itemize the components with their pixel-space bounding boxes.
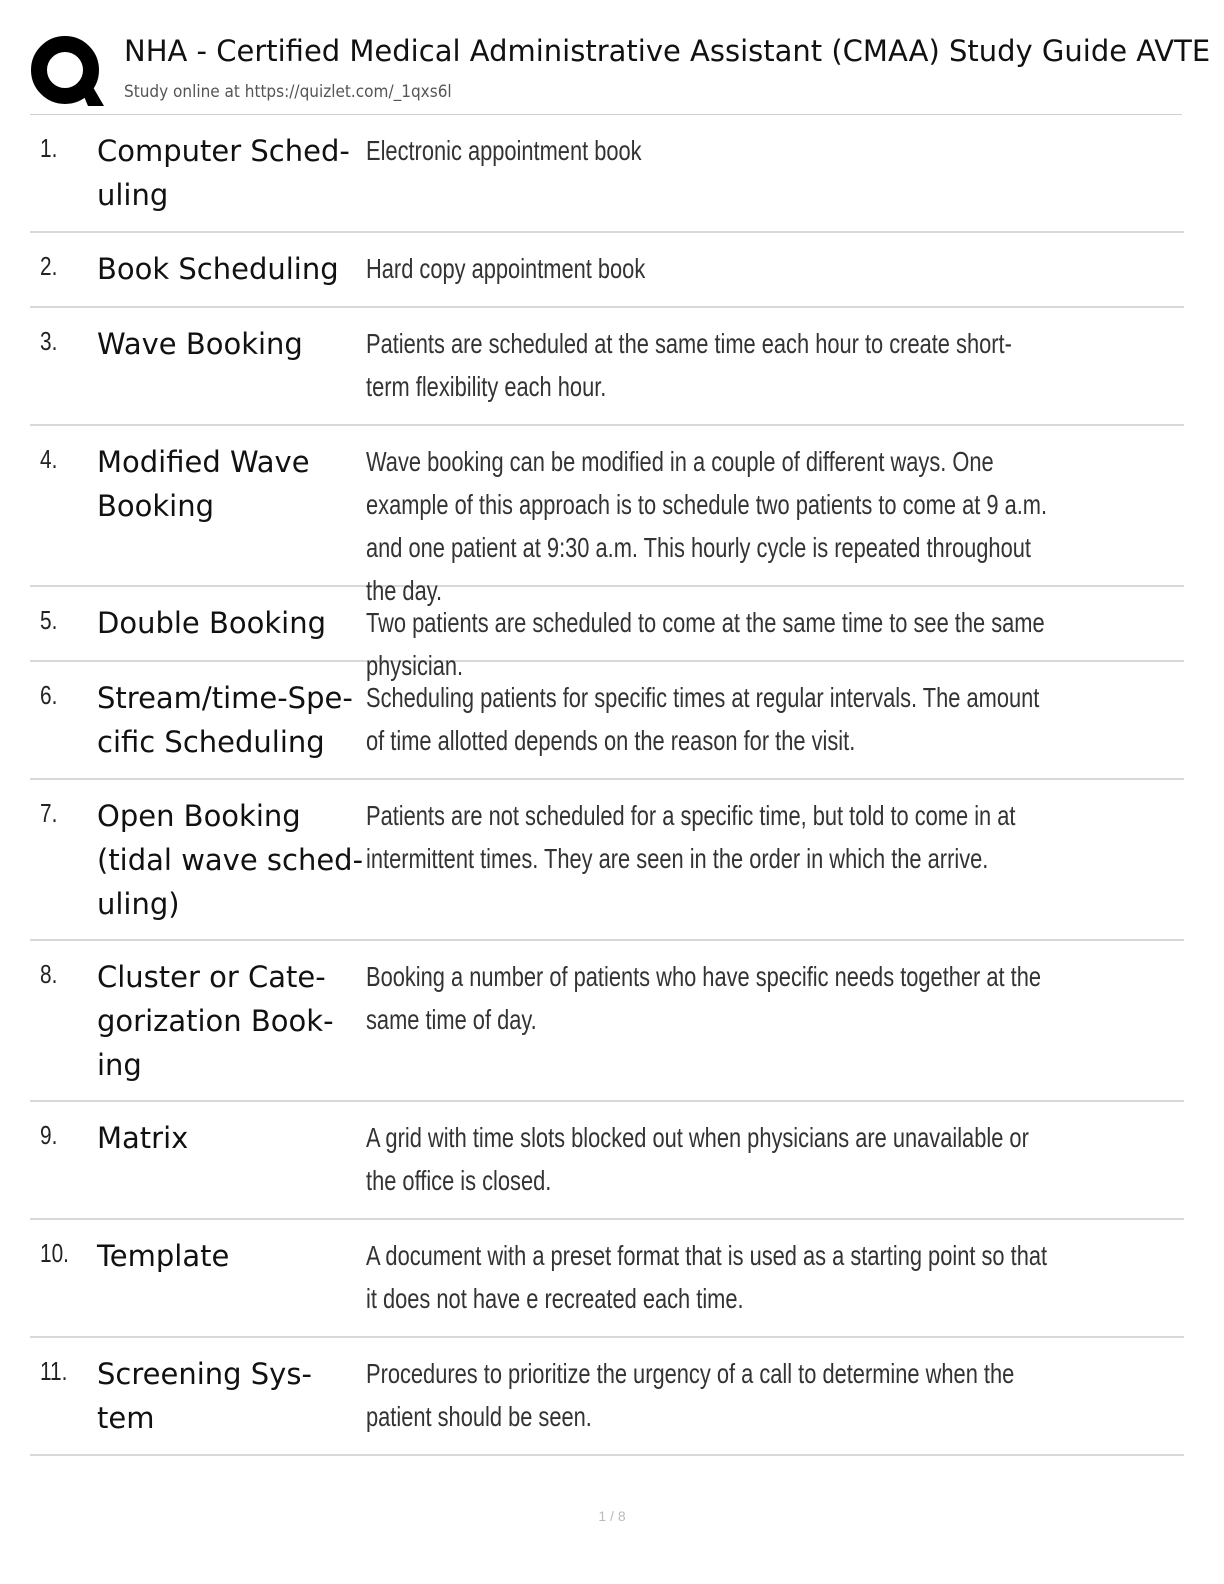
- term-row: [30, 662, 1184, 780]
- term-row: [30, 1102, 1184, 1220]
- term-number: 11.: [40, 1356, 68, 1386]
- term-title: Wave Booking: [97, 327, 303, 361]
- term-definition: Booking a number of patients who have specific needs together at the same time of day.: [366, 961, 1042, 1035]
- term-row: [30, 1220, 1184, 1338]
- term-definition: Two patients are scheduled to come at the same time to see the same physician.: [366, 607, 1045, 681]
- term-definition: A document with a preset format that is used as a starting point so that it does not have e recreated each time.: [366, 1240, 1048, 1314]
- term-row: [30, 1338, 1184, 1456]
- term-number: 5.: [40, 605, 58, 635]
- term-list: [30, 115, 1184, 1456]
- term-title: Stream/time-Spe- cific Scheduling: [97, 681, 353, 759]
- term-title: Template: [97, 1239, 230, 1273]
- term-definition: Procedures to prioritize the urgency of a call to determine when the patient should be seen.: [366, 1358, 1015, 1432]
- term-row: [30, 941, 1184, 1102]
- term-title: Cluster or Cate- gorization Book- ing: [97, 960, 334, 1082]
- document-title: NHA - Certified Medical Administrative Assistant (CMAA) Study Guide AVTE: [124, 34, 1211, 68]
- term-number: 8.: [40, 959, 58, 989]
- term-definition: Patients are not scheduled for a specific time, but told to come in at intermittent times. They are seen in the order in which the arrive.: [366, 800, 1016, 874]
- quizlet-q-logo-icon: [30, 34, 104, 108]
- term-number: 1.: [40, 133, 58, 163]
- term-number: 4.: [40, 444, 58, 474]
- term-number: 2.: [40, 251, 58, 281]
- term-row: [30, 115, 1184, 233]
- term-title: Double Booking: [97, 606, 326, 640]
- term-title: Modified Wave Booking: [97, 445, 310, 523]
- term-title: Computer Sched- uling: [97, 134, 350, 212]
- term-number: 9.: [40, 1120, 58, 1150]
- term-definition: Patients are scheduled at the same time each hour to create short-term flexibility each hour.: [366, 328, 1012, 402]
- term-row: [30, 780, 1184, 941]
- term-definition: Wave booking can be modified in a couple of different ways. One example of this approach is to schedule two patients to come at 9 a.m. and one patient at 9:30 a.m. This hourly cycle is repeated throughout the day.: [366, 446, 1048, 606]
- term-title: Book Scheduling: [97, 252, 339, 286]
- term-number: 6.: [40, 680, 58, 710]
- study-online-link[interactable]: Study online at https://quizlet.com/_1qxs6l: [124, 82, 452, 102]
- term-row: [30, 426, 1184, 606]
- term-definition: Hard copy appointment book: [366, 253, 646, 284]
- term-row: [30, 308, 1184, 426]
- page-number: 1 / 8: [598, 1508, 626, 1524]
- term-number: 10.: [40, 1238, 69, 1268]
- term-definition: Electronic appointment book: [366, 135, 642, 166]
- term-row: [30, 233, 1184, 308]
- term-title: Screening Sys- tem: [97, 1357, 312, 1435]
- term-number: 7.: [40, 798, 58, 828]
- page-header: [30, 30, 1224, 110]
- term-number: 3.: [40, 326, 58, 356]
- term-title: Open Booking (tidal wave sched- uling): [97, 799, 364, 921]
- term-title: Matrix: [97, 1121, 189, 1155]
- term-definition: Scheduling patients for specific times at regular intervals. The amount of time allotted depends on the reason for the visit.: [366, 682, 1040, 756]
- term-row: [30, 587, 1184, 681]
- term-definition: A grid with time slots blocked out when physicians are unavailable or the office is closed.: [366, 1122, 1029, 1196]
